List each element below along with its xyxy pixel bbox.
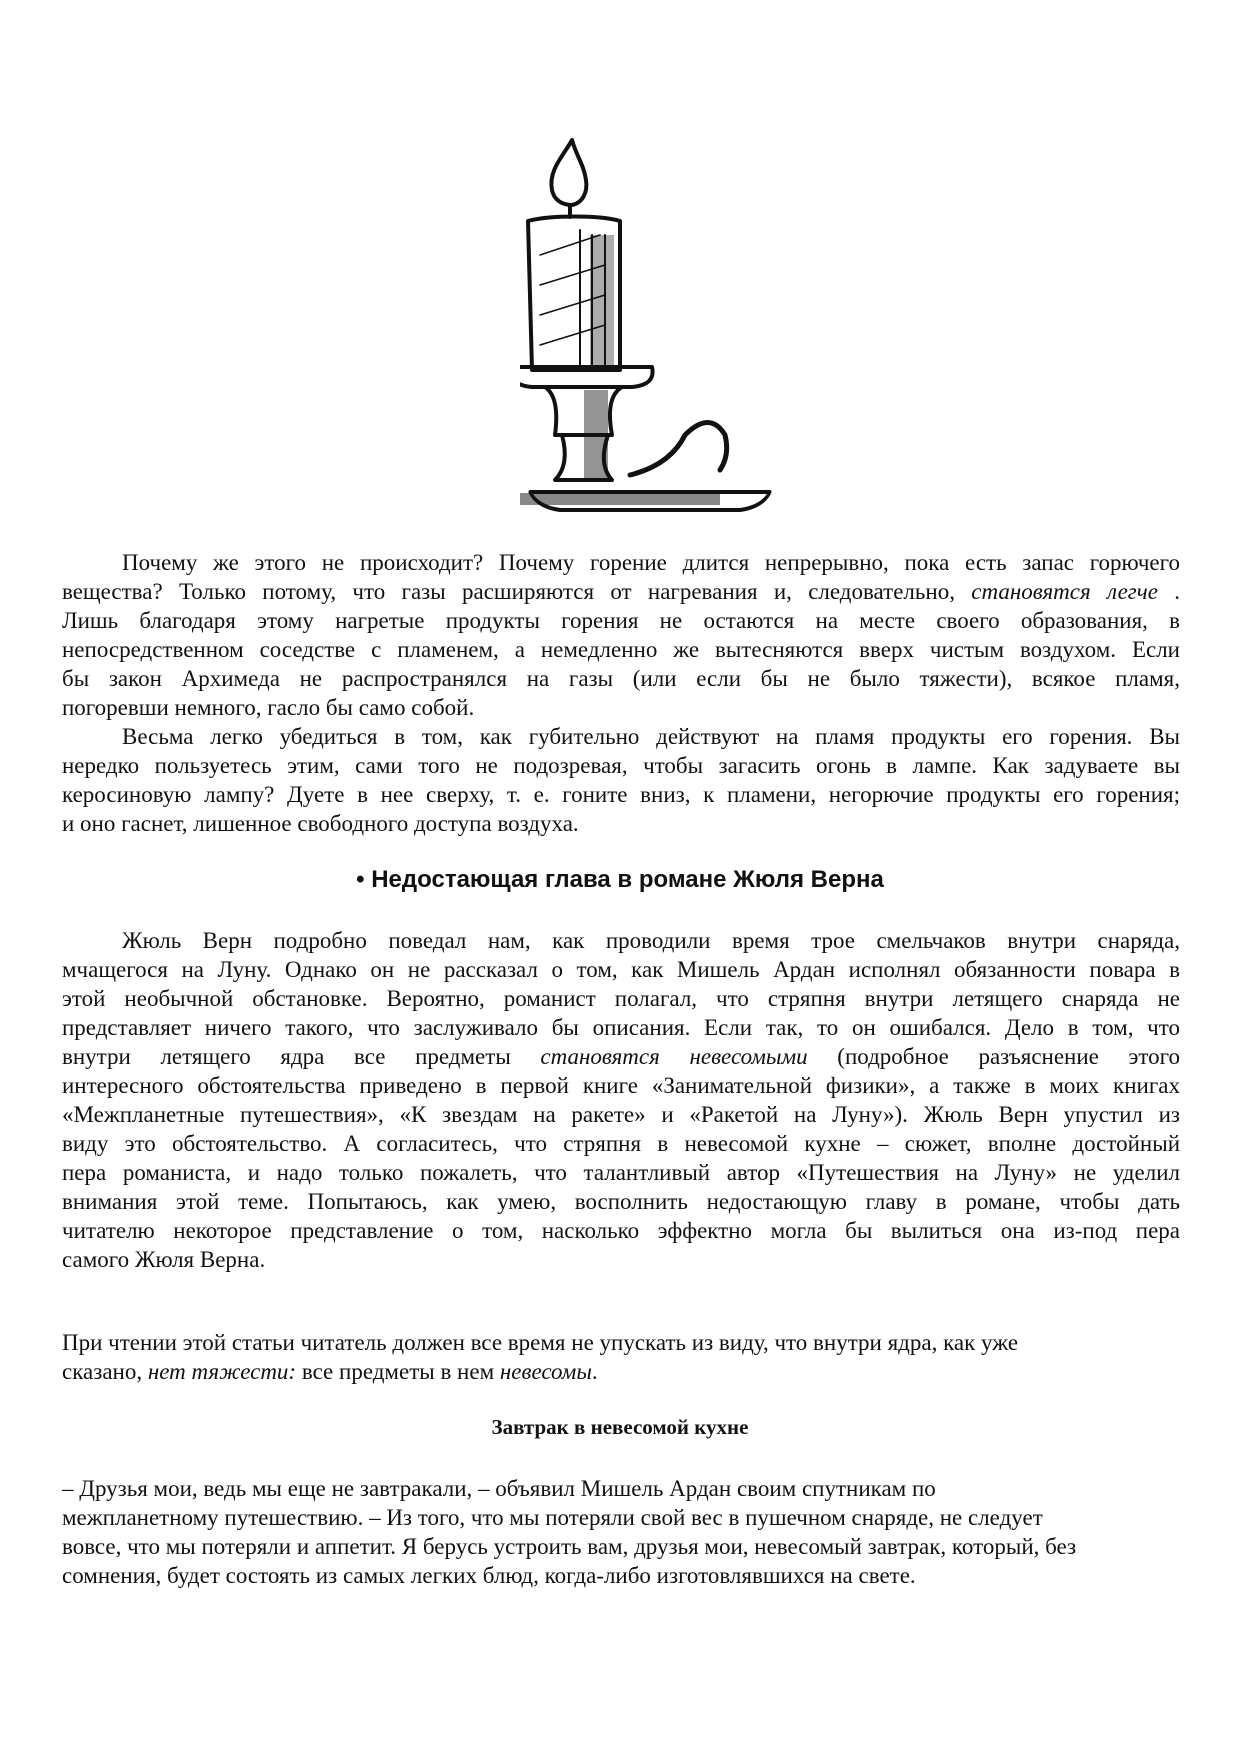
text-line [62, 1100, 1180, 1129]
italic-text: нет тяжести: [147, 1359, 297, 1384]
text-line [62, 693, 1180, 722]
text-line [62, 1474, 1180, 1503]
text-line [62, 751, 1180, 780]
text-line [62, 809, 1180, 838]
text-segment: Лишь благодаря этому нагретые продукты горения не остаются на месте своего образования, в [62, 608, 1180, 633]
text-segment: вещества? Только потому, что газы расширяются от нагревания и, следовательно, [62, 579, 972, 604]
text-segment: погоревши немного, гасло бы само собой. [62, 695, 475, 720]
text-line [62, 926, 1180, 955]
text-segment: интересного обстоятельства приведено в первой книге «Занимательной физики», а также в моих книгах [62, 1073, 1180, 1098]
italic-text: становятся невесомыми [540, 1044, 808, 1069]
text-segment: представляет ничего такого, что заслуживало бы описания. Если так, то он ошибался. Дело в том, что [62, 1015, 1180, 1040]
text-segment: мчащегося на Луну. Однако он не рассказал о том, как Мишель Ардан исполнял обязанности повара в [62, 957, 1180, 982]
text-line [62, 635, 1180, 664]
text-segment: нередко пользуетесь этим, сами того не подозревая, чтобы загасить огонь в лампе. Как задуваете вы [62, 753, 1180, 778]
text-segment: самого Жюля Верна. [62, 1247, 266, 1272]
text-segment: все предметы в нем [296, 1359, 500, 1384]
text-line [62, 1532, 1180, 1561]
text-segment: и оно гаснет, лишенное свободного доступа воздуха. [62, 811, 579, 836]
text-segment: виду это обстоятельство. А согласитесь, что стряпня в невесомой кухне – сюжет, вполне достойный [62, 1131, 1180, 1156]
text-line [62, 1561, 1180, 1590]
text-segment: непосредственном соседстве с пламенем, а немедленно же вытесняются вверх чистым воздухом. Если [62, 637, 1180, 662]
text-segment: вовсе, что мы потеряли и аппетит. Я берусь устроить вам, друзья мои, невесомый завтрак, который, без [62, 1534, 1077, 1559]
text-segment: сказано, [62, 1359, 148, 1384]
text-line [62, 1187, 1180, 1216]
text-line [62, 955, 1180, 984]
text-line [62, 1503, 1180, 1532]
text-segment: керосиновую лампу? Дуете в нее сверху, т. е. гоните вниз, к пламени, негорючие продукты его горения; [62, 782, 1180, 807]
candle-illustration [520, 135, 780, 515]
text-line [62, 664, 1180, 693]
text-line [62, 1357, 1180, 1386]
text-line [62, 1216, 1180, 1245]
text-line [62, 548, 1180, 577]
text-segment: Весьма легко убедиться в том, как губительно действуют на пламя продукты его горения. Вы [122, 724, 1180, 749]
text-line [62, 1328, 1180, 1357]
text-segment: бы закон Архимеда не распространялся на газы (или если бы не было тяжести), всякое пламя, [62, 666, 1180, 691]
text-line [62, 984, 1180, 1013]
text-segment: читателю некоторое представление о том, насколько эффектно могла бы вылиться она из-под пера [62, 1218, 1180, 1243]
text-line [62, 722, 1180, 751]
text-line [62, 606, 1180, 635]
text-segment: . [1157, 579, 1180, 604]
text-segment: – Друзья мои, ведь мы еще не завтракали, – объявил Мишель Ардан своим спутникам по [62, 1476, 936, 1501]
text-segment: Почему же этого не происходит? Почему горение длится непрерывно, пока есть запас горючего [122, 550, 1180, 575]
flame-icon [551, 140, 586, 205]
text-line [62, 1042, 1180, 1071]
text-segment: При чтении этой статьи читатель должен все время не упускать из виду, что внутри ядра, как уже [62, 1330, 1019, 1355]
text-line [62, 1158, 1180, 1187]
text-segment: сомнения, будет состоять из самых легких блюд, когда-либо изготовлявшихся на свете. [62, 1563, 916, 1588]
paragraph-2 [62, 722, 1180, 838]
section-heading: Завтрак в невесомой кухне [491, 1415, 749, 1439]
text-segment: этой необычной обстановке. Вероятно, романист полагал, что стряпня внутри летящего снаряда не [62, 986, 1180, 1011]
text-segment: (подробное разъяснение этого [807, 1044, 1180, 1069]
text-line [62, 1071, 1180, 1100]
text-segment: пера романиста, и надо только пожалеть, что талантливый автор «Путешествия на Луну» не уделил [62, 1160, 1180, 1185]
text-line [62, 780, 1180, 809]
paragraph-4 [62, 1328, 1180, 1386]
paragraph-1 [62, 548, 1180, 722]
paragraph-5 [62, 1474, 1180, 1590]
text-segment: межпланетному путешествию. – Из того, что мы потеряли свой вес в пушечном снаряде, не следует [62, 1505, 1043, 1530]
text-segment: внимания этой теме. Попытаюсь, как умею, восполнить недостающую главу в романе, чтобы дать [62, 1189, 1180, 1214]
text-line [62, 577, 1180, 606]
text-line [62, 1013, 1180, 1042]
italic-text: невесомы [499, 1359, 592, 1384]
text-segment: Жюль Верн подробно поведал нам, как проводили время трое смельчаков внутри снаряда, [122, 928, 1180, 953]
text-segment: . [591, 1359, 598, 1384]
text-line [62, 1129, 1180, 1158]
paragraph-3 [62, 926, 1180, 1274]
chapter-heading: • Недостающая глава в романе Жюля Верна [356, 866, 884, 893]
italic-text: становятся легче [971, 579, 1158, 604]
text-segment: «Межпланетные путешествия», «К звездам на ракете» и «Ракетой на Луну»). Жюль Верн упустил из [62, 1102, 1180, 1127]
text-segment: внутри летящего ядра все предметы [62, 1044, 541, 1069]
text-line [62, 1245, 1180, 1274]
